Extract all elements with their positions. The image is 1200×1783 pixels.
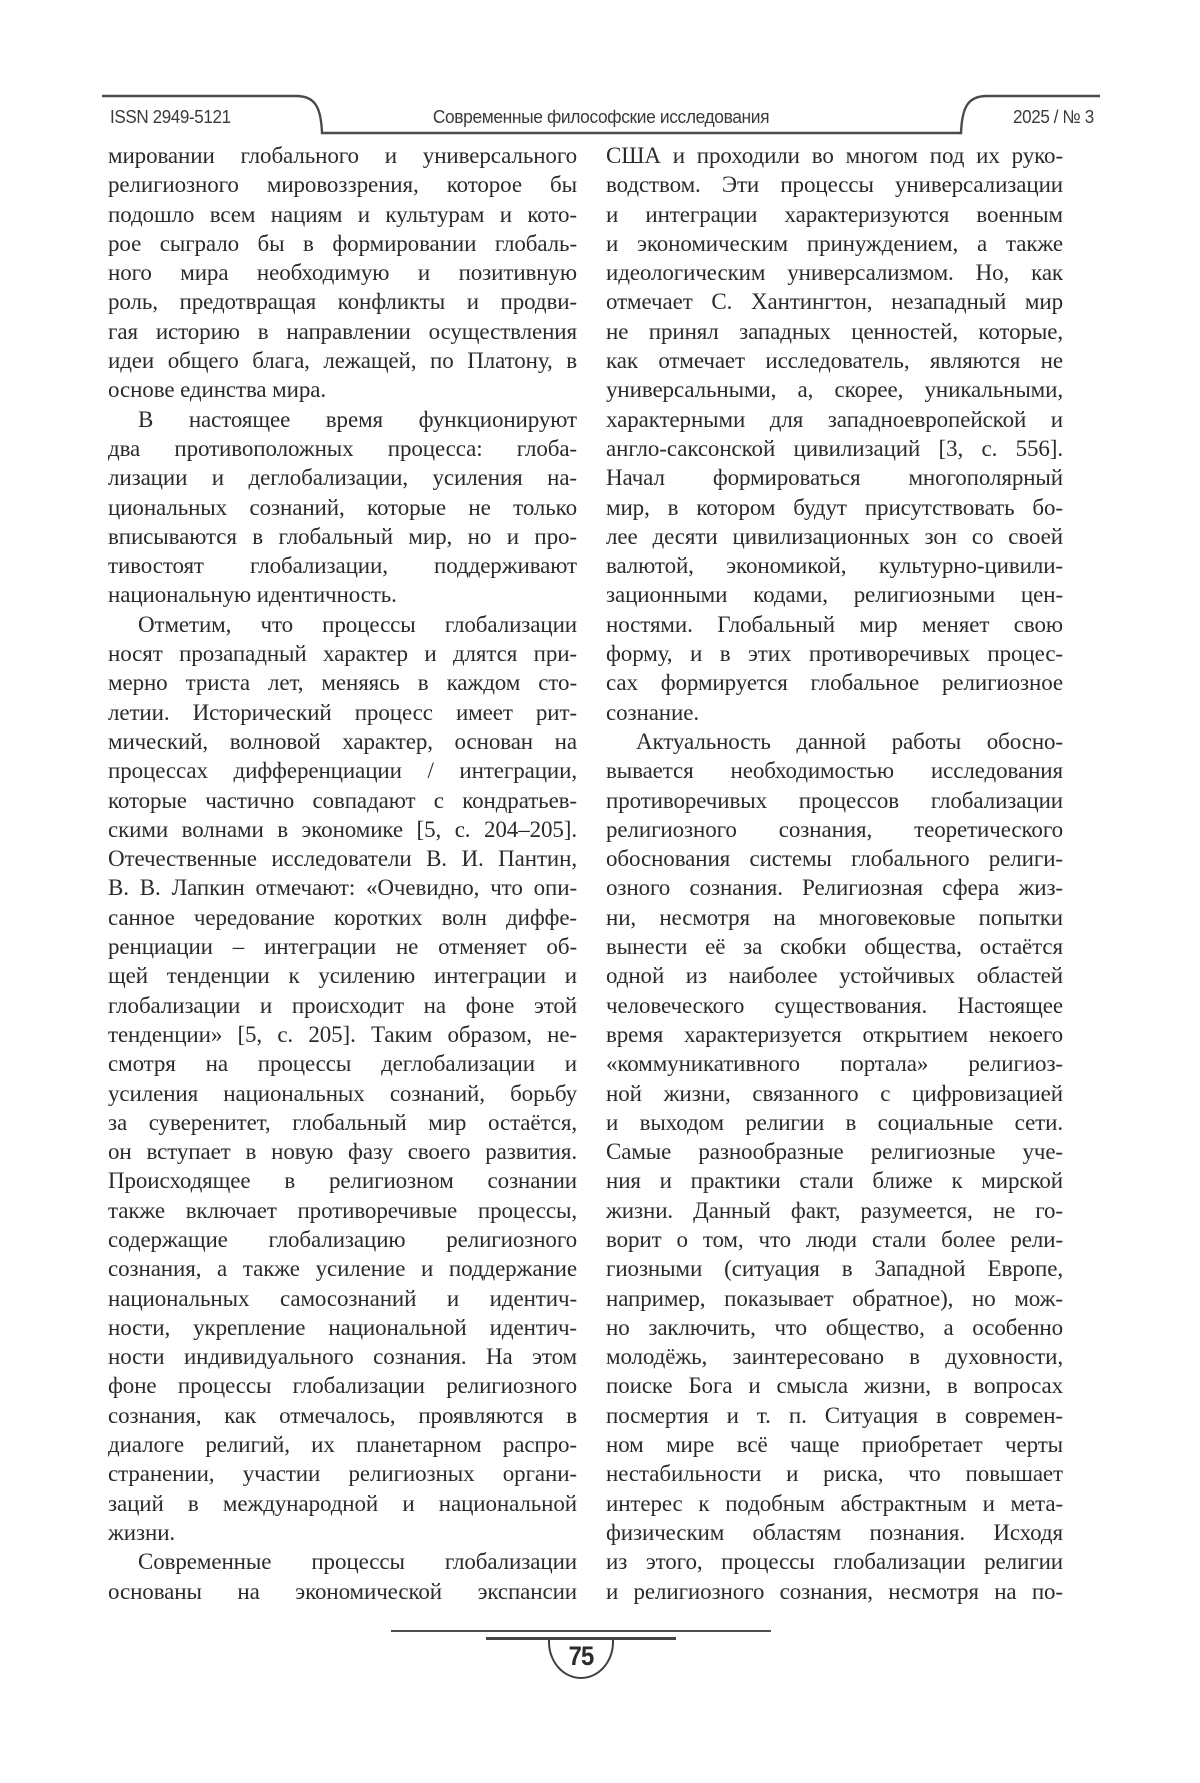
text-line: гая историю в направлении осуществления bbox=[108, 318, 577, 344]
text-line: ном мире всё чаще приобретает черты bbox=[606, 1432, 1063, 1458]
paragraph bbox=[606, 141, 1063, 727]
text-line: религиозного мировоззрения, которое бы bbox=[108, 172, 577, 198]
paragraph bbox=[108, 405, 577, 610]
text-line: смотря на процессы деглобализации и bbox=[108, 1051, 577, 1077]
text-line: и религиозного сознания, несмотря на по- bbox=[606, 1578, 1063, 1604]
text-line: ности индивидуального сознания. На этом bbox=[108, 1344, 577, 1370]
text-line: валютой, экономикой, культурно-цивили- bbox=[606, 553, 1063, 579]
text-line: лизации и деглобализации, усиления на- bbox=[108, 465, 577, 491]
text-line: вывается необходимостью исследования bbox=[606, 758, 1063, 784]
text-line: Происходящее в религиозном сознании bbox=[108, 1168, 577, 1194]
text-line: не принял западных ценностей, которые, bbox=[606, 318, 1063, 344]
text-line: В настоящее время функционируют bbox=[138, 406, 577, 432]
text-line: носят прозападный характер и длятся при- bbox=[108, 641, 577, 667]
text-line: и интеграции характеризуются военным bbox=[606, 201, 1063, 227]
text-line: водством. Эти процессы универсализации bbox=[606, 172, 1063, 198]
text-line: тивостоят глобализации, поддерживают bbox=[108, 553, 577, 579]
text-line: основаны на экономической экспансии bbox=[108, 1578, 577, 1604]
text-line: Самые разнообразные религиозные уче- bbox=[606, 1139, 1063, 1165]
text-line: «коммуникативного портала» религиоз- bbox=[606, 1051, 1063, 1077]
text-line: лее десяти цивилизационных зон со своей bbox=[606, 523, 1063, 549]
text-line: тенденции» [5, с. 205]. Таким образом, не- bbox=[108, 1021, 577, 1047]
text-line: молодёжь, заинтересовано в духовности, bbox=[606, 1344, 1063, 1370]
text-line: физическим областям познания. Исходя bbox=[606, 1519, 1063, 1545]
text-line: англо-саксонской цивилизаций [3, с. 556]. bbox=[606, 435, 1063, 461]
text-line: посмертия и т. п. Ситуация в современ- bbox=[606, 1402, 1063, 1428]
text-line: фоне процессы глобализации религиозного bbox=[108, 1373, 577, 1399]
text-line: циональных сознаний, которые не только bbox=[108, 494, 577, 520]
text-line: сознания, а также усиление и поддержание bbox=[108, 1256, 577, 1282]
text-line: религиозного сознания, теоретического bbox=[606, 816, 1063, 842]
page-footer bbox=[391, 1630, 771, 1679]
text-line: усиления национальных сознаний, борьбу bbox=[108, 1080, 577, 1106]
text-line: скими волнами в экономике [5, с. 204–205]. bbox=[108, 816, 577, 842]
issn-label: ISSN 2949-5121 bbox=[110, 106, 231, 127]
text-line: также включает противоречивые процессы, bbox=[108, 1197, 577, 1223]
paragraph bbox=[108, 141, 577, 405]
text-line: одной из наиболее устойчивых областей bbox=[606, 963, 1063, 989]
text-line: жизни. Данный факт, разумеется, не го- bbox=[606, 1197, 1063, 1223]
text-line: вынести её за скобки общества, остаётся bbox=[606, 934, 1063, 960]
text-line: два противоположных процесса: глоба- bbox=[108, 435, 577, 461]
text-line: вписываются в глобальный мир, но и про- bbox=[108, 523, 577, 549]
text-line: из этого, процессы глобализации религии bbox=[606, 1549, 1063, 1575]
text-line: и выходом религии в социальные сети. bbox=[606, 1109, 1063, 1135]
text-line: сознания, как отмечалось, проявляются в bbox=[108, 1402, 577, 1428]
text-line: Начал формироваться многополярный bbox=[606, 465, 1063, 491]
paragraph bbox=[606, 727, 1063, 1606]
text-line: но заключить, что общество, а особенно bbox=[606, 1314, 1063, 1340]
text-line: Отечественные исследователи В. И. Пантин, bbox=[108, 846, 577, 872]
text-line: заций в международной и национальной bbox=[108, 1490, 577, 1516]
text-line: человеческого существования. Настоящее bbox=[606, 992, 1063, 1018]
text-line: жизни. bbox=[108, 1519, 176, 1545]
text-line: Отметим, что процессы глобализации bbox=[138, 611, 577, 637]
text-line: гиозными (ситуация в Западной Европе, bbox=[606, 1256, 1063, 1282]
text-column-left bbox=[108, 141, 577, 1606]
text-line: ни, несмотря на многовековые попытки bbox=[606, 904, 1063, 930]
page-number-arc bbox=[548, 1640, 614, 1679]
text-line: летии. Исторический процесс имеет рит- bbox=[108, 699, 577, 725]
text-line: характерными для западноевропейской и bbox=[606, 406, 1063, 432]
footer-rule-long bbox=[391, 1630, 771, 1632]
text-line: щей тенденции к усилению интеграции и bbox=[108, 963, 577, 989]
text-line: санное чередование коротких волн диффе- bbox=[108, 904, 577, 930]
journal-title: Современные философские исследования bbox=[432, 106, 770, 127]
text-line: Современные процессы глобализации bbox=[138, 1549, 577, 1575]
text-line: роль, предотвращая конфликты и продви- bbox=[108, 289, 577, 315]
text-line: процессах дифференциации / интеграции, bbox=[108, 758, 577, 784]
text-line: Актуальность данной работы обосно- bbox=[636, 728, 1063, 754]
text-line: ренциации – интеграции не отменяет об- bbox=[108, 934, 577, 960]
text-line: национальную идентичность. bbox=[108, 582, 397, 608]
text-line: ностями. Глобальный мир меняет свою bbox=[606, 611, 1063, 637]
text-line: и экономическим принуждением, а также bbox=[606, 230, 1063, 256]
issue-label: 2025 / № 3 bbox=[1013, 106, 1094, 127]
text-line: сах формируется глобальное религиозное bbox=[606, 670, 1063, 696]
text-line: национальных самосознаний и идентич- bbox=[108, 1285, 577, 1311]
text-column-right bbox=[606, 141, 1063, 1606]
text-line: мировании глобального и универсального bbox=[108, 143, 577, 168]
paragraph bbox=[108, 610, 577, 1548]
text-line: обоснования системы глобального религи- bbox=[606, 846, 1063, 872]
text-line: отмечает С. Хантингтон, незападный мир bbox=[606, 289, 1063, 315]
text-line: интерес к подобным абстрактным и мета- bbox=[606, 1490, 1063, 1516]
text-line: форму, и в этих противоречивых процес- bbox=[606, 641, 1063, 667]
text-line: мический, волновой характер, основан на bbox=[108, 728, 577, 754]
text-line: озного сознания. Религиозная сфера жиз- bbox=[606, 875, 1063, 901]
text-line: нестабильности и риска, что повышает bbox=[606, 1461, 1063, 1487]
page-header bbox=[102, 94, 1100, 138]
text-line: как отмечает исследователь, являются не bbox=[606, 348, 1063, 374]
text-line: мир, в котором будут присутствовать бо- bbox=[606, 494, 1063, 520]
text-line: глобализации и происходит на фоне этой bbox=[108, 992, 577, 1018]
text-line: сознание. bbox=[606, 699, 699, 725]
text-line: мерно триста лет, меняясь в каждом сто- bbox=[108, 670, 577, 696]
text-line: ной жизни, связанного с цифровизацией bbox=[606, 1080, 1063, 1106]
text-line: которые частично совпадают с кондратьев- bbox=[108, 787, 577, 813]
text-line: поиске Бога и смысла жизни, в вопросах bbox=[606, 1373, 1063, 1399]
text-line: ния и практики стали ближе к мирской bbox=[606, 1168, 1063, 1194]
paragraph bbox=[108, 1547, 577, 1606]
text-line: ного мира необходимую и позитивную bbox=[108, 260, 577, 286]
text-line: ности, укрепление национальной идентич- bbox=[108, 1314, 577, 1340]
text-line: основе единства мира. bbox=[108, 377, 326, 403]
text-line: за суверенитет, глобальный мир остаётся, bbox=[108, 1109, 577, 1135]
text-line: универсальными, а, скорее, уникальными, bbox=[606, 377, 1063, 403]
text-line: диалоге религий, их планетарном распро- bbox=[108, 1432, 577, 1458]
text-line: он вступает в новую фазу своего развития. bbox=[108, 1139, 577, 1165]
text-line: подошло всем нациям и культурам и кото- bbox=[108, 201, 577, 227]
text-line: например, показывает обратное), но мож- bbox=[606, 1285, 1063, 1311]
text-line: ворит о том, что люди стали более рели- bbox=[606, 1226, 1063, 1252]
page-number: 75 bbox=[568, 1641, 594, 1671]
text-line: странении, участии религиозных органи- bbox=[108, 1461, 577, 1487]
text-line: противоречивых процессов глобализации bbox=[606, 787, 1063, 813]
text-line: зационными кодами, религиозными цен- bbox=[606, 582, 1063, 608]
text-line: идеи общего блага, лежащей, по Платону, в bbox=[108, 348, 577, 374]
text-line: идеологическим универсализмом. Но, как bbox=[606, 260, 1063, 286]
text-line: рое сыграло бы в формировании глобаль- bbox=[108, 230, 577, 256]
text-line: В. В. Лапкин отмечают: «Очевидно, что опи- bbox=[108, 875, 577, 901]
text-line: время характеризуется открытием некоего bbox=[606, 1021, 1063, 1047]
text-line: содержащие глобализацию религиозного bbox=[108, 1226, 577, 1252]
text-line: США и проходили во многом под их руко- bbox=[606, 143, 1063, 168]
